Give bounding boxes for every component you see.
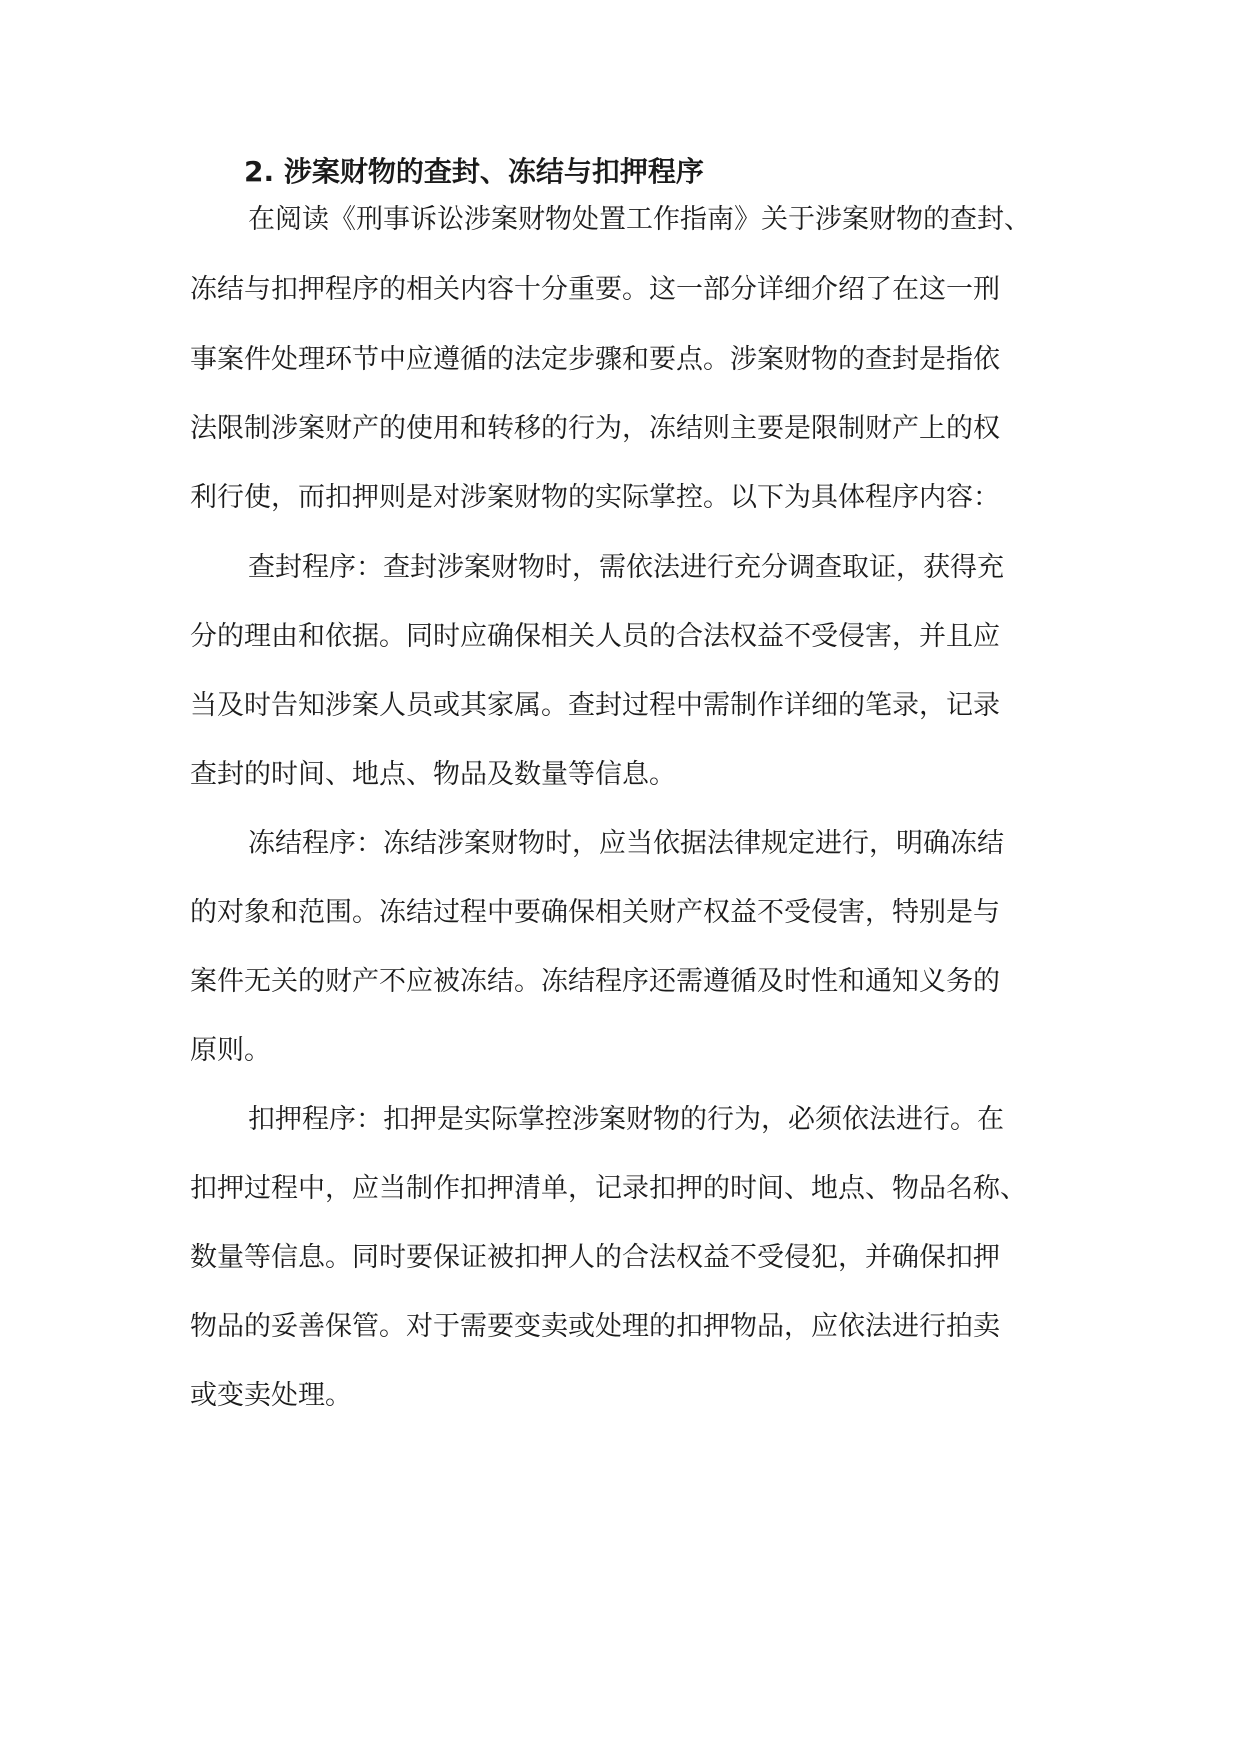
paragraph-line: 扣押程序：扣押是实际掌控涉案财物的行为，必须依法进行。在 (248, 1104, 1004, 1135)
paragraph-line: 法限制涉案财产的使用和转移的行为，冻结则主要是限制财产上的权 (190, 413, 1000, 444)
paragraph-line: 物品的妥善保管。对于需要变卖或处理的扣押物品，应依法进行拍卖 (190, 1311, 1000, 1342)
paragraph-line: 利行使，而扣押则是对涉案财物的实际掌控。以下为具体程序内容： (190, 482, 1000, 513)
paragraph-line: 事案件处理环节中应遵循的法定步骤和要点。涉案财物的查封是指依 (190, 344, 1000, 375)
paragraph-line: 数量等信息。同时要保证被扣押人的合法权益不受侵犯，并确保扣押 (190, 1242, 1000, 1273)
paragraph-line: 在阅读《刑事诉讼涉案财物处置工作指南》关于涉案财物的查封、 (248, 204, 1031, 235)
paragraph-line: 扣押过程中，应当制作扣押清单，记录扣押的时间、地点、物品名称、 (190, 1173, 1027, 1204)
paragraph-line: 分的理由和依据。同时应确保相关人员的合法权益不受侵害，并且应 (190, 621, 1000, 652)
paragraph-line: 或变卖处理。 (190, 1380, 352, 1411)
paragraph-line: 查封程序：查封涉案财物时，需依法进行充分调查取证，获得充 (248, 552, 1004, 583)
paragraph-line: 案件无关的财产不应被冻结。冻结程序还需遵循及时性和通知义务的 (190, 966, 1000, 997)
paragraph-line: 当及时告知涉案人员或其家属。查封过程中需制作详细的笔录，记录 (190, 690, 1000, 721)
section-heading: 2. 涉案财物的查封、冻结与扣押程序 (244, 155, 704, 188)
paragraph-line: 的对象和范围。冻结过程中要确保相关财产权益不受侵害，特别是与 (190, 897, 1000, 928)
paragraph-line: 原则。 (190, 1035, 271, 1066)
paragraph-line: 查封的时间、地点、物品及数量等信息。 (190, 759, 676, 790)
paragraph-line: 冻结程序：冻结涉案财物时，应当依据法律规定进行，明确冻结 (248, 828, 1004, 859)
paragraph-line: 冻结与扣押程序的相关内容十分重要。这一部分详细介绍了在这一刑 (190, 274, 1000, 305)
